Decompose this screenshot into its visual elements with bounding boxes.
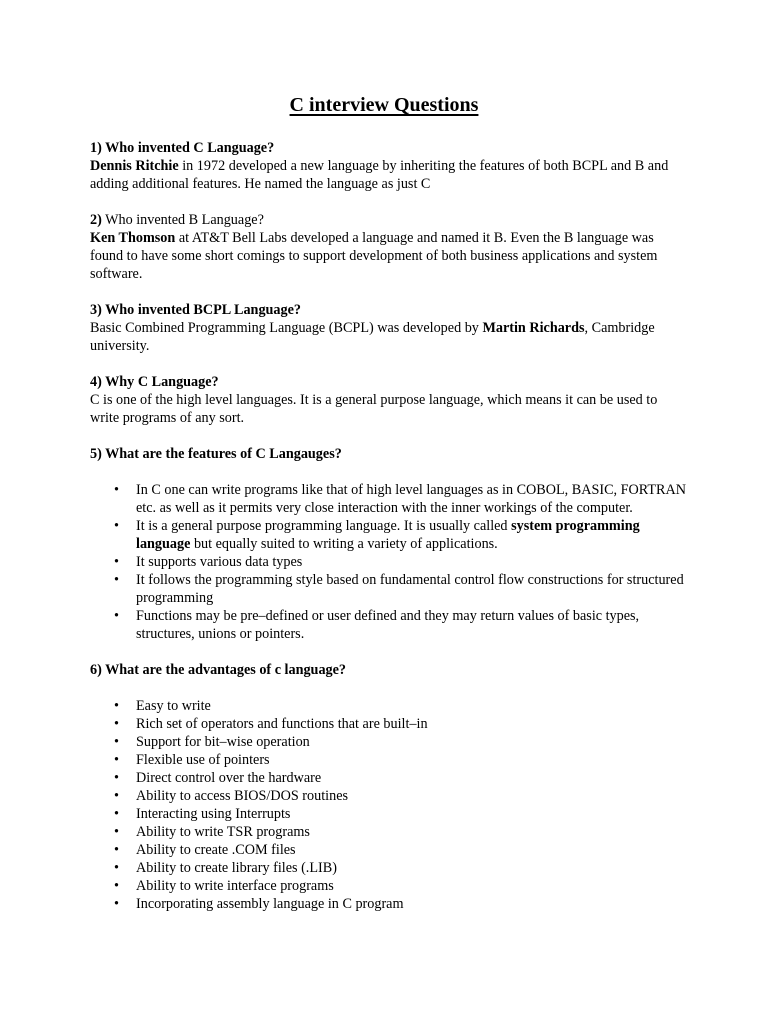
list-item: • Ability to access BIOS/DOS routines (90, 787, 690, 805)
list-item: • Ability to write TSR programs (90, 823, 690, 841)
list-item: • It supports various data types (90, 553, 690, 571)
list-item: • It follows the programming style based on fundamental control flow constructions for structured programming (90, 571, 690, 607)
list-item: • Flexible use of pointers (90, 751, 690, 769)
question-1: 1) Who invented C Language? (90, 140, 275, 156)
page-title (0, 93, 768, 117)
list-item: • Ability to write interface programs (90, 877, 690, 895)
question-3: 3) Who invented BCPL Language? (90, 302, 302, 318)
question-2-text: Who invented B Language? (101, 212, 264, 228)
list-item (90, 517, 690, 553)
list-item: • Ability to create library files (.LIB) (90, 859, 690, 877)
question-5: 5) What are the features of C Langauges? (90, 446, 342, 462)
answer-3 (90, 319, 690, 355)
list-item: • Ability to create .COM files (90, 841, 690, 859)
list-item: • Rich set of operators and functions that are built–in (90, 715, 690, 733)
qa-2 (90, 211, 690, 283)
question-2-number: 2) (90, 212, 102, 228)
qa-6 (90, 661, 690, 913)
page-title-text: C interview Questions (289, 94, 479, 116)
qa-1 (90, 139, 690, 193)
answer-3-name: Martin Richards (482, 320, 585, 336)
advantages-list (90, 697, 690, 913)
list-item: • Support for bit–wise operation (90, 733, 690, 751)
list-item: • Direct control over the hardware (90, 769, 690, 787)
list-item-text-after: but equally suited to writing a variety of applications. (190, 536, 498, 552)
question-2 (90, 211, 690, 229)
answer-1 (90, 157, 690, 193)
answer-1-name: Dennis Ritchie (90, 158, 179, 174)
question-6: 6) What are the advantages of c language? (90, 662, 347, 678)
answer-2 (90, 229, 690, 283)
spacer (90, 679, 690, 697)
qa-3 (90, 301, 690, 355)
list-item: • In C one can write programs like that of high level languages as in COBOL, BASIC, FORTRAN etc. as well as it permits very close interaction with the inner workings of the computer. (90, 481, 690, 517)
document-body (90, 139, 690, 931)
answer-2-text: at AT&T Bell Labs developed a language and named it B. Even the B language was found to have some short comings to support development of both business applications and system software. (90, 230, 658, 282)
answer-3-text-after: , Cambridge university. (90, 320, 655, 354)
list-item-bold: system programming language (136, 518, 640, 552)
answer-4: C is one of the high level languages. It is a general purpose language, which means it can be used to write programs of any sort. (90, 392, 658, 426)
features-list (90, 481, 690, 643)
answer-3-text-before: Basic Combined Programming Language (BCPL) was developed by (90, 320, 483, 336)
qa-5 (90, 445, 690, 643)
list-item: • Easy to write (90, 697, 690, 715)
answer-1-text: in 1972 developed a new language by inheriting the features of both BCPL and B and adding additional features. He named the language as just C (90, 158, 669, 192)
list-item-text-before: It is a general purpose programming language. It is usually called (136, 518, 512, 534)
list-item: • Interacting using Interrupts (90, 805, 690, 823)
spacer (90, 463, 690, 481)
answer-2-name: Ken Thomson (90, 230, 176, 246)
question-4: 4) Why C Language? (90, 374, 219, 390)
list-item: • Functions may be pre–defined or user defined and they may return values of basic types, structures, unions or pointers. (90, 607, 690, 643)
list-item: • Incorporating assembly language in C program (90, 895, 690, 913)
qa-4 (90, 373, 690, 427)
